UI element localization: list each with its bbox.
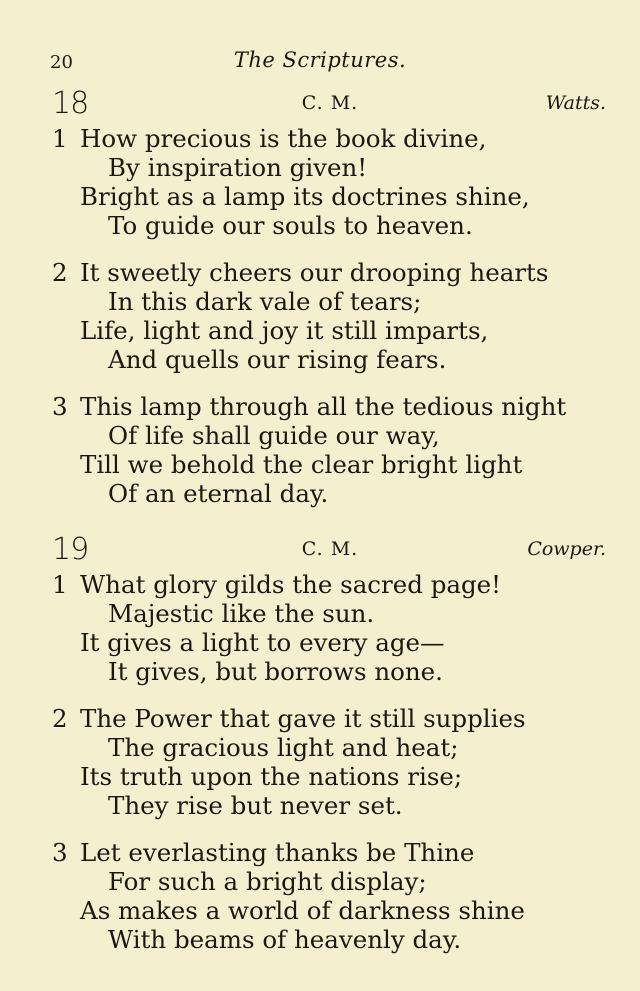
verse-line: Its truth upon the nations rise;	[80, 762, 463, 791]
verse-line: They rise but never set.	[108, 791, 403, 820]
hymn-heading	[0, 86, 640, 124]
verse-line: Let everlasting thanks be Thine	[80, 838, 475, 867]
verse-line: As makes a world of darkness shine	[80, 896, 525, 925]
stanza-2	[0, 704, 640, 820]
verse-line: In this dark vale of tears;	[108, 287, 422, 316]
stanza-3	[0, 838, 640, 954]
verse-line: With beams of heavenly day.	[108, 925, 462, 954]
hymn-heading	[0, 532, 640, 570]
verse-number: 1	[52, 124, 68, 153]
verse-line: Bright as a lamp its doctrines shine,	[80, 182, 530, 211]
verse-line: The gracious light and heat;	[108, 733, 459, 762]
verse-line: Till we behold the clear bright light	[80, 450, 523, 479]
hymn-meter: C. M.	[301, 92, 359, 114]
stanza-1	[0, 124, 640, 240]
verse-line: It gives a light to every age—	[80, 628, 445, 657]
verse-line: What glory gilds the sacred page!	[80, 570, 502, 599]
stanza-3	[0, 392, 640, 508]
hymn-number: 19	[52, 532, 89, 567]
hymn-number: 18	[52, 86, 89, 121]
stanza-1	[0, 570, 640, 686]
verse-number: 2	[52, 704, 68, 733]
hymn-18	[0, 86, 640, 526]
hymn-author: Watts.	[545, 92, 606, 114]
verse-number: 3	[52, 838, 68, 867]
page-number: 20	[50, 52, 73, 73]
stanza-2	[0, 258, 640, 374]
verse-line: How precious is the book divine,	[80, 124, 487, 153]
verse-number: 2	[52, 258, 68, 287]
verse-line: By inspiration given!	[108, 153, 368, 182]
verse-line: For such a bright display;	[108, 867, 427, 896]
running-title: The Scriptures.	[233, 48, 407, 72]
hymn-author: Cowper.	[527, 538, 606, 560]
verse-line: Majestic like the sun.	[108, 599, 375, 628]
verse-number: 1	[52, 570, 68, 599]
verse-line: Of an eternal day.	[108, 479, 329, 508]
verse-line: And quells our rising fears.	[108, 345, 447, 374]
hymn-19	[0, 532, 640, 972]
page-header	[0, 48, 640, 78]
verse-number: 3	[52, 392, 68, 421]
verse-line: The Power that gave it still supplies	[80, 704, 526, 733]
verse-line: This lamp through all the tedious night	[80, 392, 567, 421]
verse-line: To guide our souls to heaven.	[108, 211, 473, 240]
verse-line: It sweetly cheers our drooping hearts	[80, 258, 549, 287]
verse-line: Life, light and joy it still imparts,	[80, 316, 489, 345]
hymn-meter: C. M.	[301, 538, 359, 560]
verse-line: It gives, but borrows none.	[108, 657, 443, 686]
verse-line: Of life shall guide our way,	[108, 421, 440, 450]
